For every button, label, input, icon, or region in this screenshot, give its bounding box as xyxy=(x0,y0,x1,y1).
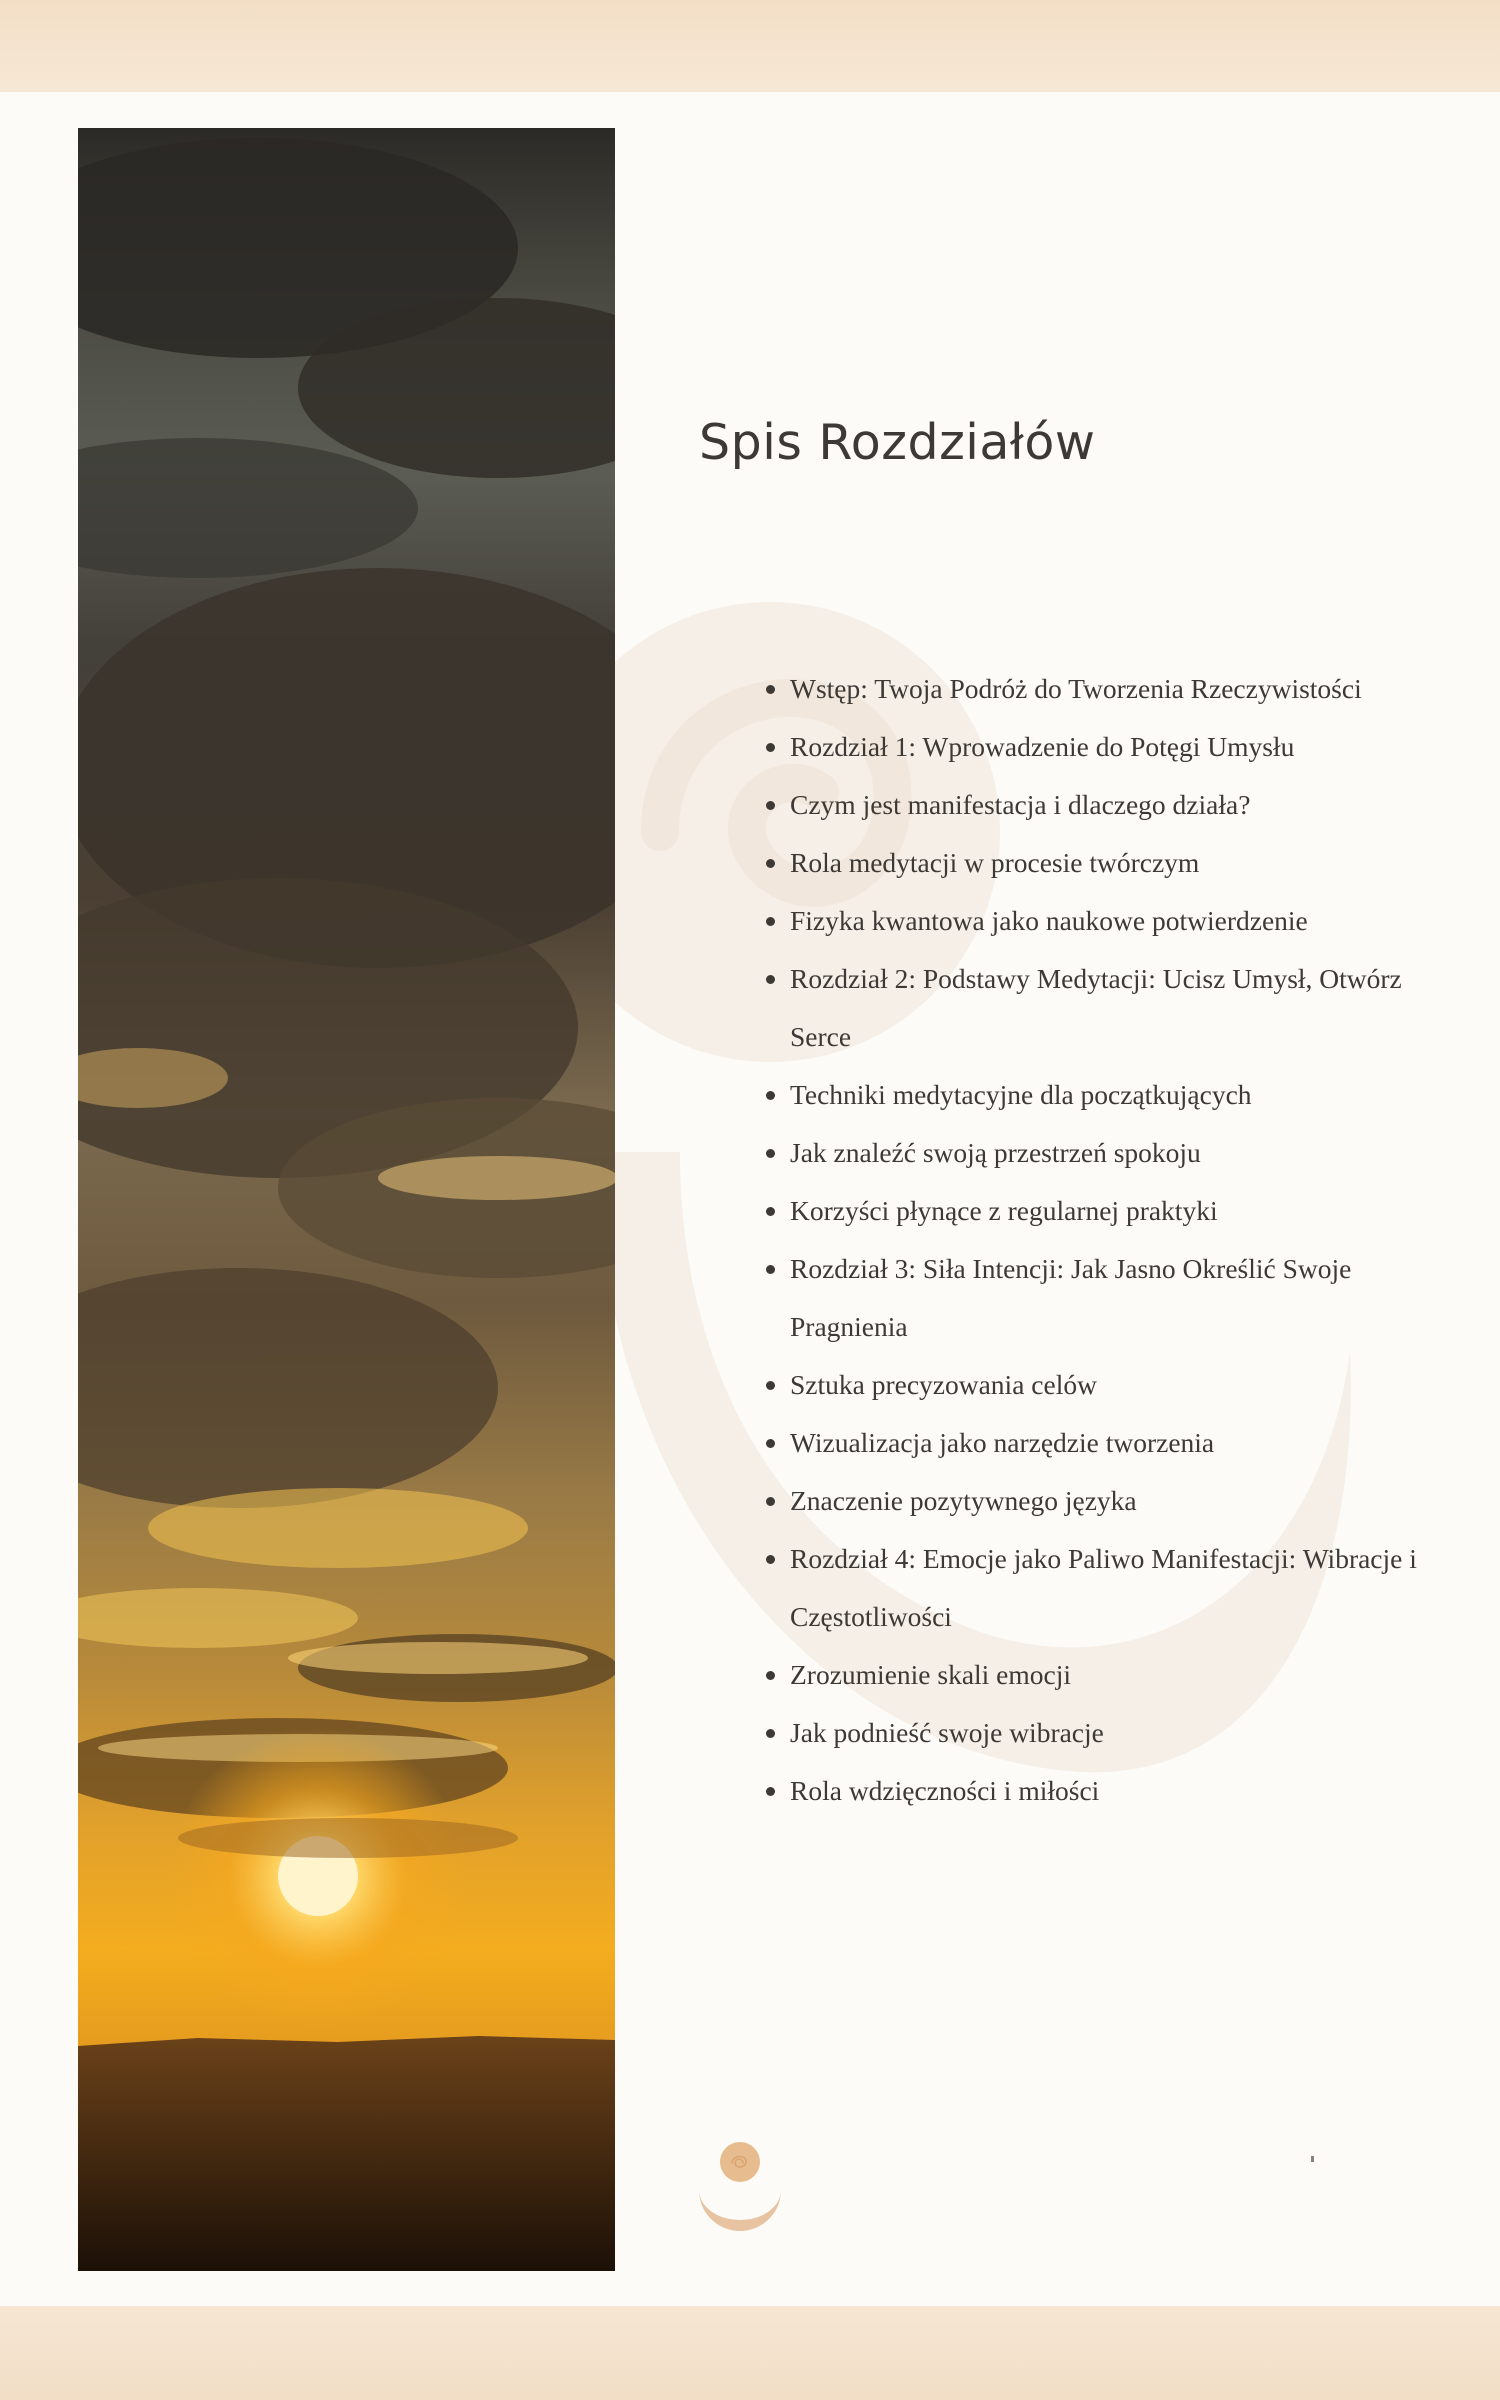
toc-item-label: Techniki medytacyjne dla początkujących xyxy=(790,1079,1252,1110)
sunset-sky-photo xyxy=(78,128,615,2271)
toc-item-label: Znaczenie pozytywnego języka xyxy=(790,1485,1137,1516)
toc-item xyxy=(790,1066,1430,1124)
toc-item xyxy=(790,1124,1430,1182)
page-title: Spis Rozdziałów xyxy=(699,414,1096,471)
bullet-icon xyxy=(766,685,775,694)
bullet-icon xyxy=(766,1497,775,1506)
toc-item-label: Wizualizacja jako narzędzie tworzenia xyxy=(790,1427,1215,1458)
toc-item-label: Jak znaleźć swoją przestrzeń spokoju xyxy=(790,1137,1201,1168)
toc-item-label: Rozdział 3: Siła Intencji: Jak Jasno Określić Swoje Pragnienia xyxy=(790,1253,1352,1342)
bullet-icon xyxy=(766,743,775,752)
toc-item xyxy=(790,660,1430,718)
toc-item-label: Rozdział 4: Emocje jako Paliwo Manifestacji: Wibracje i Częstotliwości xyxy=(790,1543,1417,1632)
toc-item xyxy=(790,1472,1430,1530)
bullet-icon xyxy=(766,1555,775,1564)
toc-item xyxy=(790,1530,1430,1646)
bullet-icon xyxy=(766,1671,775,1680)
toc-item-label: Rozdział 2: Podstawy Medytacji: Ucisz Umysł, Otwórz Serce xyxy=(790,963,1402,1052)
toc-item-label: Fizyka kwantowa jako naukowe potwierdzenie xyxy=(790,905,1308,936)
toc-item xyxy=(790,1646,1430,1704)
bottom-border-band xyxy=(0,2306,1500,2400)
bullet-icon xyxy=(766,975,775,984)
toc-item xyxy=(790,1182,1430,1240)
bullet-icon xyxy=(766,1265,775,1274)
bullet-icon xyxy=(766,1381,775,1390)
toc-item-label: Rozdział 1: Wprowadzenie do Potęgi Umysłu xyxy=(790,731,1295,762)
toc-item xyxy=(790,1356,1430,1414)
page-number-marker xyxy=(1311,2156,1314,2162)
toc-item-label: Rola medytacji w procesie twórczym xyxy=(790,847,1200,878)
book-page xyxy=(0,92,1500,2306)
toc-item xyxy=(790,1414,1430,1472)
bullet-icon xyxy=(766,1207,775,1216)
toc-item-label: Czym jest manifestacja i dlaczego działa? xyxy=(790,789,1251,820)
sun-over-crescent-icon xyxy=(697,2142,783,2238)
toc-item xyxy=(790,950,1430,1066)
toc-item-label: Zrozumienie skali emocji xyxy=(790,1659,1072,1690)
bullet-icon xyxy=(766,801,775,810)
bullet-icon xyxy=(766,1149,775,1158)
bullet-icon xyxy=(766,859,775,868)
toc-item-label: Jak podnieść swoje wibracje xyxy=(790,1717,1104,1748)
toc-item xyxy=(790,1704,1430,1762)
bullet-icon xyxy=(766,1787,775,1796)
top-border-band xyxy=(0,0,1500,92)
toc-item-label: Wstęp: Twoja Podróż do Tworzenia Rzeczywistości xyxy=(790,673,1362,704)
bullet-icon xyxy=(766,917,775,926)
toc-item xyxy=(790,892,1430,950)
toc-item xyxy=(790,776,1430,834)
toc-item xyxy=(790,718,1430,776)
toc-item-label: Sztuka precyzowania celów xyxy=(790,1369,1097,1400)
bullet-icon xyxy=(766,1729,775,1738)
toc-item xyxy=(790,1762,1430,1820)
toc-item-label: Rola wdzięczności i miłości xyxy=(790,1775,1100,1806)
toc-item-label: Korzyści płynące z regularnej praktyki xyxy=(790,1195,1218,1226)
table-of-contents xyxy=(790,660,1430,1820)
bullet-icon xyxy=(766,1091,775,1100)
toc-item xyxy=(790,834,1430,892)
toc-item xyxy=(790,1240,1430,1356)
bullet-icon xyxy=(766,1439,775,1448)
